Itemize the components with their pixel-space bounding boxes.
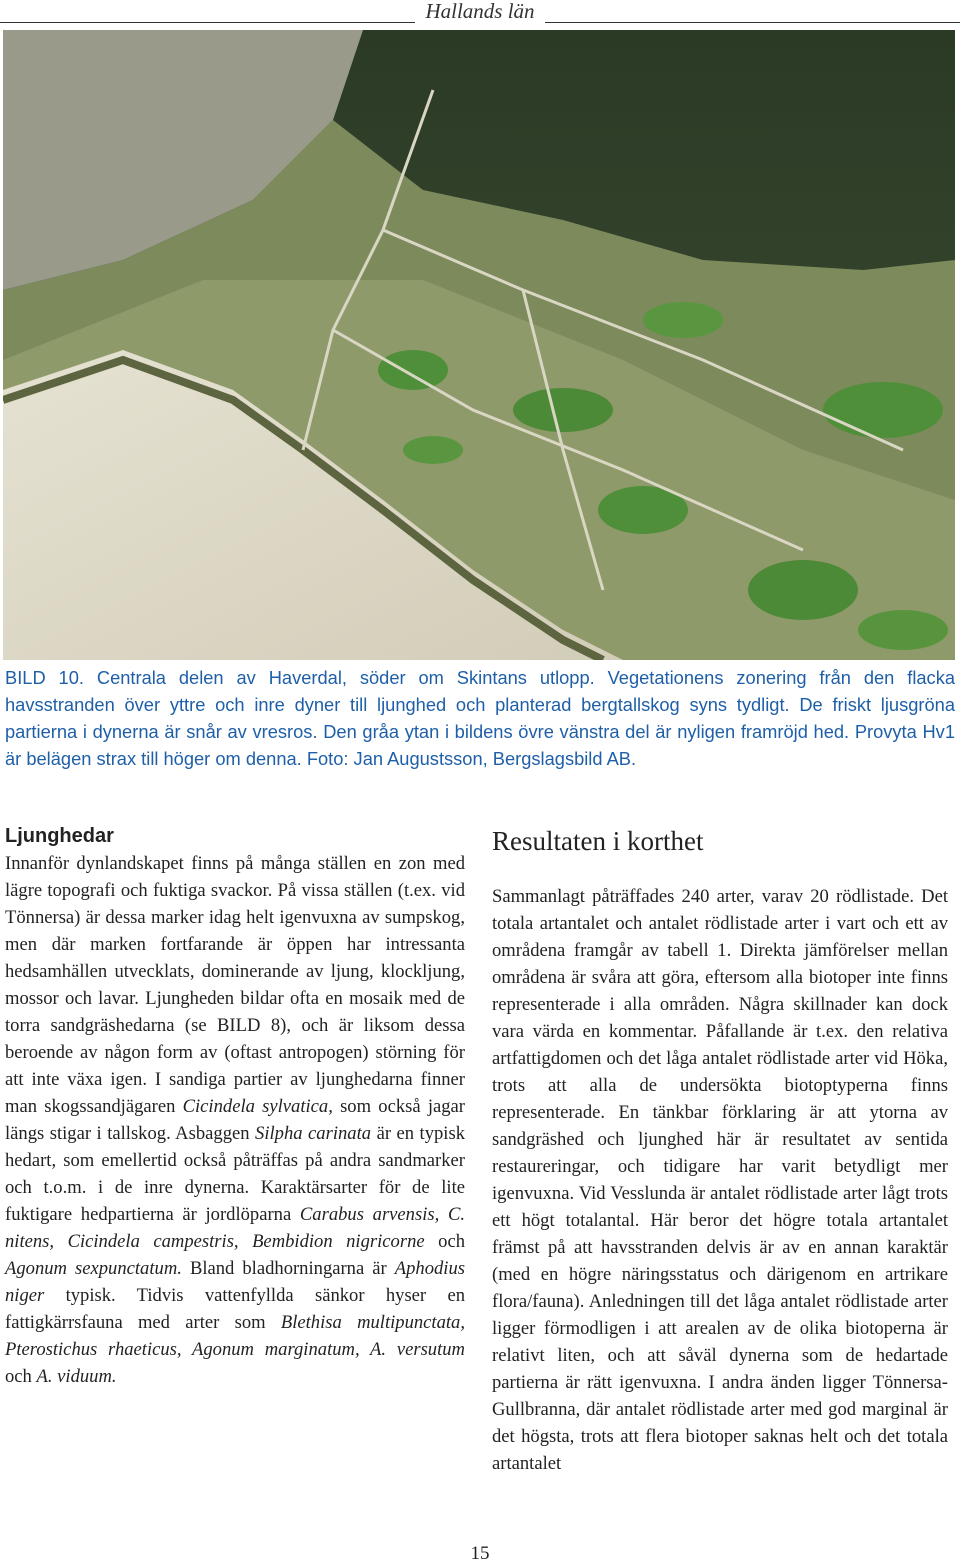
text-run: Innanför dynlandskapet finns på många ställen en zon med lägre topografi och fuktiga svackor. På vissa ställen (t.ex. vid Tönnersa) är dessa marker idag helt igenvuxna av sumpskog, men där marken fortfarande är öppen har intressanta hedsamhällen utvecklats, dominerande av ljung, klockljung, mossor och lavar. Ljungheden bildar ofta en mosaik med de torra sandgräshedarna (se BILD 8), och är liksom dessa beroende av någon form av (oftast antropogen) störning för att inte växa igen. I sandiga partier av ljunghedarna finner man skogssandjägaren (5, 853, 465, 1117)
left-column (5, 823, 465, 1390)
section-heading-resultaten: Resultaten i korthet (492, 826, 704, 856)
running-header (0, 0, 960, 22)
text-run: typisk. Tidvis vattenfyllda sänkor hyser en fattigkärrsfauna med arter som (5, 1285, 465, 1333)
resultaten-paragraph: Sammanlagt påträffades 240 arter, varav 20 rödlistade. Det totala artantalet och antalet rödlistade arter i vart och ett av områdena framgår av tabell 1. Direkta jämförelser mellan områdena är svåra att göra, eftersom alla biotoper inte finns representerade i alla områden. Några skillnader kan dock vara värda en kommentar. Påfallande är t.ex. den relativa artfattigdomen och det låga antalet rödlistade arter vid Höka, trots att alla de undersökta biotoptyperna finns representerade. En tänkbar förklaring är att ytorna av sandgräshed och ljunghed här är resultatet av sentida restaureringar, och tidigare har varit betydligt mer igenvuxna. Vid Vesslunda är antalet rödlistade arter lågt trots ett högt totalantal. Här beror det högre totala artantalet främst på att havsstranden delvis är av en annan karaktär (med en högre näringsstatus och därigenom en artrikare flora/fauna). Anledningen till det låga antalet rödlistade arter ligger förmodligen i att arealen av de olika biotoperna är relativt liten, och att såväl dynerna som de hedartade partierna är rätt igenvuxna. I andra änden ligger Tönnersa-Gullbranna, där antalet rödlistade arter med god marginal är det högsta, trots att flera biotoper saknas helt och det totala artantalet (492, 886, 948, 1474)
photo-caption: BILD 10. Centrala delen av Haverdal, söder om Skintans utlopp. Vegetationens zonering från den flacka havsstranden över yttre och inre dyner till ljunghed och planterad bergtallskog syns tydligt. De friskt ljusgröna partierna i dynerna är snår av vresros. Den gråa ytan i bildens övre vänstra del är nyligen framröjd hed. Provyta Hv1 är belägen strax till höger om denna. Foto: Jan Augustsson, Bergslagsbild AB. (5, 667, 955, 769)
species-name: Aphodius niger (5, 1258, 465, 1306)
species-name: Carabus arvensis, C. nitens, Cicindela campestris, Bembidion nigricorne (5, 1204, 465, 1252)
text-run: och (5, 1366, 37, 1387)
right-column (492, 823, 948, 1477)
species-name: Blethisa multipunctata, Pterostichus rhaeticus, Agonum marginatum, A. versutum (5, 1312, 466, 1360)
aerial-photo-illustration (3, 30, 955, 660)
text-run: och (424, 1231, 465, 1252)
species-name: A. viduum. (36, 1366, 117, 1387)
text-run: är en typisk hedart, som emellertid också påträffas på andra sandmarker och t.o.m. i de inre dynerna. Karaktärsarter för de lite fuktigare hedpartierna är jordlöparna (5, 1123, 466, 1225)
species-name: Cicindela sylvatica, (182, 1096, 333, 1117)
section-heading-ljunghedar: Ljunghedar (5, 825, 114, 847)
ljunghedar-paragraph (5, 850, 465, 1390)
text-run: Bland bladhorningarna är (181, 1258, 395, 1279)
aerial-photo (3, 30, 955, 660)
text-run: som också jagar längs stigar i tallskog. Asbaggen (5, 1096, 465, 1144)
species-name: Agonum sexpunctatum. (5, 1258, 182, 1279)
running-header-text: Hallands län (415, 0, 544, 23)
page-number: 15 (470, 1543, 490, 1564)
species-name: Silpha carinata (255, 1123, 372, 1144)
